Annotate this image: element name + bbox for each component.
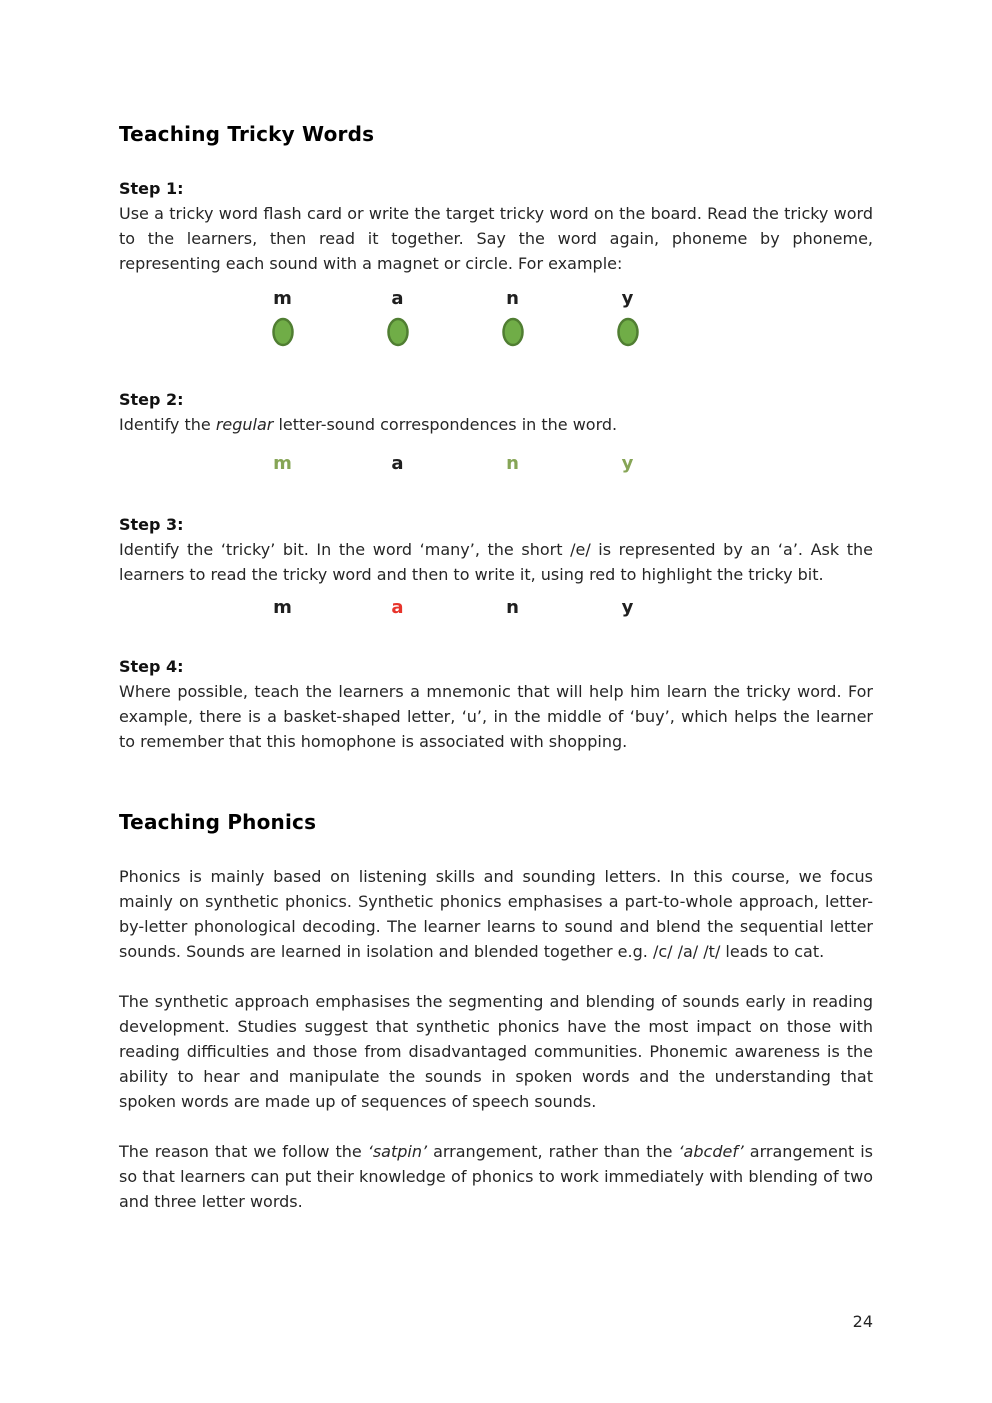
sound-magnet-cell — [570, 315, 685, 349]
step-1 — [119, 176, 873, 276]
step-4 — [119, 654, 873, 754]
step-2-label: Step 2: — [119, 390, 184, 409]
regular-letter-y: y — [621, 597, 634, 618]
step-4-label: Step 4: — [119, 657, 184, 676]
phoneme-letter-row-2 — [225, 451, 873, 476]
step-3-label: Step 3: — [119, 515, 184, 534]
phonics-paragraph-2: The synthetic approach emphasises the segmenting and blending of sounds early in reading development. Studies suggest that synthetic phonics have the most impact on those with reading difficulties and those from disadvantaged communities. Phonemic awareness is the ability to hear and manipulate the sounds in spoken words and the understanding that spoken words are made up of sequences of speech sounds. — [119, 992, 873, 1111]
phoneme-letter-y: y — [621, 288, 634, 309]
sound-magnet-cell — [340, 315, 455, 349]
phonics-p3-text: arrangement, rather than the — [427, 1142, 679, 1161]
green-oval-magnet-icon — [270, 315, 296, 349]
page-number: 24 — [852, 1312, 873, 1331]
green-oval-magnet-icon — [615, 315, 641, 349]
phoneme-letter-a: a — [391, 288, 404, 309]
phonics-p3-text: arrangement is so that learners can put their knowledge of phonics to work immediately with blending of two and three letter words. — [119, 1142, 874, 1211]
sound-magnet-cell — [225, 315, 340, 349]
phonics-paragraph-3 — [119, 1139, 873, 1214]
green-oval-magnet-icon — [500, 315, 526, 349]
section-title-tricky-words: Teaching Tricky Words — [119, 122, 375, 146]
step-3 — [119, 512, 873, 587]
regular-letter-m: m — [273, 453, 292, 474]
step-1-label: Step 1: — [119, 179, 184, 198]
phoneme-letter-row-1 — [225, 286, 873, 311]
step-2 — [119, 387, 873, 437]
phonics-p3-abcdef-italic: ‘abcdef’ — [678, 1142, 744, 1161]
phoneme-letter-m: m — [273, 288, 292, 309]
tricky-letter-a: a — [391, 453, 404, 474]
step-2-body-text: letter-sound correspondences in the word. — [273, 415, 618, 434]
phoneme-letter-n: n — [506, 288, 519, 309]
sound-magnet-cell — [455, 315, 570, 349]
step-2-body-text: Identify the — [119, 415, 216, 434]
phonics-p3-satpin-italic: ‘satpin’ — [367, 1142, 428, 1161]
step-3-body: Identify the ‘tricky’ bit. In the word ‘many’, the short /e/ is represented by an ‘a’. Ask the learners to read the tricky word and then to write it, using red to highlight the tricky bit. — [119, 540, 873, 584]
phonics-p3-text: The reason that we follow the — [119, 1142, 368, 1161]
regular-letter-y: y — [621, 453, 634, 474]
step-2-body-italic: regular — [215, 415, 274, 434]
step-2-body — [119, 412, 873, 437]
tricky-letter-a-highlighted: a — [391, 597, 404, 618]
phoneme-letter-row-3 — [225, 595, 873, 620]
green-oval-magnet-icon — [385, 315, 411, 349]
section-title-teaching-phonics: Teaching Phonics — [119, 810, 317, 834]
phonics-paragraph-1: Phonics is mainly based on listening skills and sounding letters. In this course, we focus mainly on synthetic phonics. Synthetic phonics emphasises a part-to-whole approach, letter-by-letter phonological decoding. The learner learns to sound and blend the sequential letter sounds. Sounds are learned in isolation and blended together e.g. /c/ /a/ /t/ leads to cat. — [119, 867, 873, 961]
regular-letter-n: n — [506, 597, 519, 618]
regular-letter-m: m — [273, 597, 292, 618]
sound-magnet-row — [225, 315, 873, 349]
step-4-body: Where possible, teach the learners a mnemonic that will help him learn the tricky word. For example, there is a basket-shaped letter, ‘u’, in the middle of ‘buy’, which helps the learner to remember that this homophone is associated with shopping. — [119, 682, 873, 751]
regular-letter-n: n — [506, 453, 519, 474]
step-1-body: Use a tricky word flash card or write the target tricky word on the board. Read the tricky word to the learners, then read it together. Say the word again, phoneme by phoneme, representing each sound with a magnet or circle. For example: — [119, 204, 873, 273]
